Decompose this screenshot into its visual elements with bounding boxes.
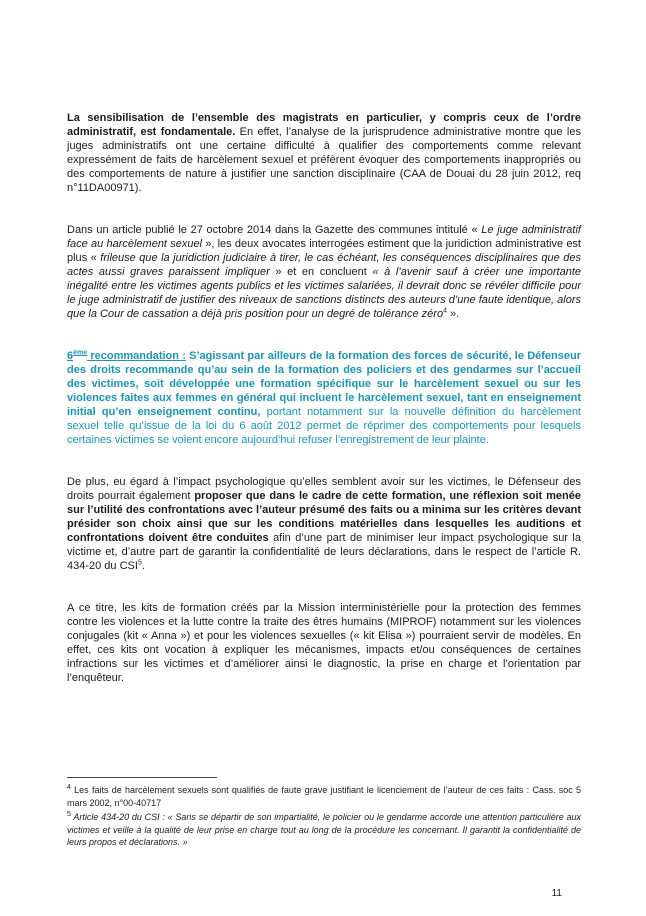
paragraph-recommandation-6-text: 6: [67, 350, 74, 362]
paragraph-article-gazette: [67, 223, 581, 321]
paragraph-impact-psychologique: [67, 475, 581, 573]
paragraph-article-gazette-text: Dans un article publié le 27 octobre 2014 dans la Gazette des communes intitulé «: [67, 224, 482, 236]
footnote-5: [67, 811, 581, 849]
paragraph-article-gazette-text: », les deux avocates interrogées estiment que la juridiction administrative est plus «: [67, 238, 581, 264]
paragraph-impact-psychologique-text: proposer que dans le cadre de cette formation, une réflexion soit menée sur l’utilité des confrontations avec l’auteur présumé des faits ou a minima sur les critères devant présider son choix ainsi que sur les conditions matérielles dans lesquelles les auditions et confrontations doivent être conduites: [67, 490, 581, 544]
paragraph-article-gazette-text: ».: [446, 308, 460, 320]
paragraph-impact-psychologique-text: .: [141, 560, 145, 572]
footnote-5-text: Article 434-20 du CSI : «: [70, 812, 176, 822]
footnote-5-text: 5: [67, 811, 71, 818]
footnotes-section: [67, 784, 581, 851]
paragraph-recommandation-6-text: portant notamment sur la nouvelle définition du harcèlement sexuel telle qu’issue de la loi du 6 août 2012 permet de réprimer des comportements pour lesquels certaines victimes se voient encore aujourd’hui refuser l’enregistrement de leur plainte.: [67, 406, 581, 446]
paragraph-impact-psychologique-text: De plus, eu égard à l’impact psychologique qu’elles semblent avoir sur les victimes, le Défenseur des droits pourrait également: [67, 476, 581, 502]
paragraph-kits-miprof-text: A ce titre, les kits de formation créés par la Mission interministérielle pour la protection des femmes contre les violences et la lutte contre la traite des êtres humains (MIPROF) notamment sur les violences conjugales (kit « Anna ») et pour les violences sexuelles (« kit Elisa ») pourraient servir de modèles. En effet, ces kits ont vocation à expliquer les mécanismes, impacts et/ou conséquences de certaines infractions sur les victimes et d’améliorer ainsi le diagnostic, la prise en charge et l’orientation par l’enquêteur.: [67, 602, 581, 684]
paragraph-article-gazette-text: Le juge administratif face au harcèlement sexuel: [67, 224, 581, 250]
paragraph-sensibilisation-magistrats: [67, 111, 581, 195]
document-body: [67, 111, 581, 713]
page-number: 11: [551, 888, 562, 899]
paragraph-recommandation-6: [67, 349, 581, 447]
paragraph-impact-psychologique-text: afin d’une part de minimiser leur impact psychologique sur la victime et, d’autre part de garantir la confidentialité de leurs déclarations, dans le respect de l’article R. 434-20 du CSI: [67, 532, 581, 572]
paragraph-recommandation-6-text: recommandation :: [87, 350, 186, 362]
paragraph-recommandation-6-text: S’agissant par ailleurs de la formation des forces de sécurité, le Défenseur des droits recommande qu’au sein de la formation des policiers et des gendarmes sur l’accueil des victimes, soit développée une formation spécifique sur le harcèlement sexuel ou sur les violences faites aux femmes en général qui incluent le harcèlement sexuel, tant en enseignement initial qu’en enseignement continu,: [67, 350, 582, 418]
footnote-4-text: Les faits de harcèlement sexuels sont qualifiés de faute grave justifiant le licenciement de l’auteur de ces faits : Cass. soc 5 mars 2002, n°00-40717: [67, 785, 581, 808]
paragraph-sensibilisation-magistrats-text: En effet, l’analyse de la jurisprudence administrative montre que les juges administratifs ont une certaine difficulté à qualifier des comportements comme relevant expressément de faits de harcèlement sexuel et préfèrent évoquer des comportements inappropriés ou des comportements de nature à justifier une sanction disciplinaire (CAA de Douai du 28 juin 2012, req n°11DA00971).: [67, 126, 581, 194]
paragraph-kits-miprof: [67, 601, 581, 685]
paragraph-impact-psychologique-text: 5: [137, 559, 142, 567]
paragraph-article-gazette-text: 4: [443, 307, 447, 315]
paragraph-article-gazette-text: frileuse que la juridiction judiciaire à tirer, le cas échéant, les conséquences disciplinaires que des actes aussi graves paraissent impliquer: [67, 252, 581, 278]
footnote-4-text: 4: [67, 784, 71, 791]
footnote-separator: [67, 777, 217, 778]
footnote-5-text: Sans se départir de son impartialité, le policier ou le gendarme accorde une attention particulière aux victimes et veille à la qualité de leur prise en charge tout au long de la procédure les concernant. Il garantit la confidentialité de leurs propos et déclarations. »: [67, 812, 581, 847]
paragraph-article-gazette-text: « à l’avenir sauf à créer une importante inégalité entre les victimes agents publics et les victimes salariées, il devrait donc se révéler difficile pour le juge administratif de justifier des niveaux de sanctions distincts des auteurs d’une faute identique, alors que la Cour de cassation a déjà pris position pour un degré de tolérance zéro: [67, 266, 581, 320]
paragraph-recommandation-6-text: ème: [73, 349, 88, 357]
paragraph-sensibilisation-magistrats-text: La sensibilisation de l’ensemble des magistrats en particulier, y compris ceux de l’ordre administratif, est fondamentale.: [67, 112, 581, 138]
footnote-4: [67, 784, 581, 809]
paragraph-article-gazette-text: » et en concluent: [269, 266, 373, 278]
